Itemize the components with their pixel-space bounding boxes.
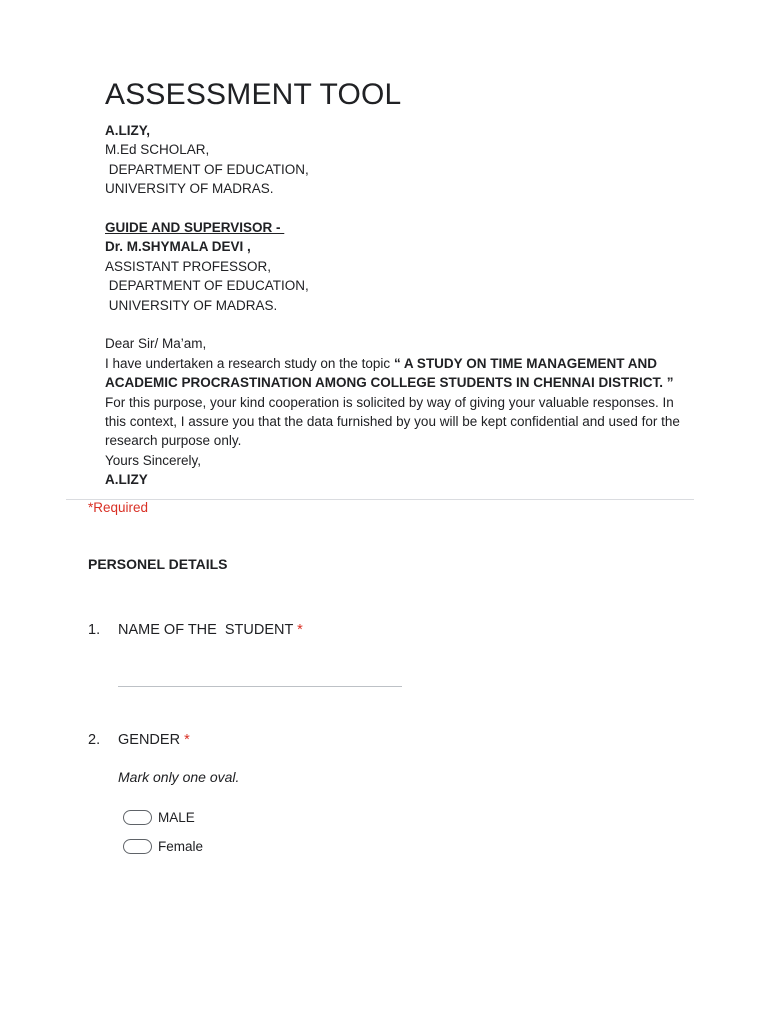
- gender-option-male[interactable]: [123, 808, 195, 826]
- required-note: *Required: [88, 500, 149, 515]
- question-2-label: [118, 732, 190, 748]
- form-title: ASSESSMENT TOOL: [105, 78, 402, 111]
- gender-hint: Mark only one oval.: [118, 769, 240, 785]
- required-mark: *: [184, 732, 190, 748]
- required-mark: *: [297, 622, 303, 638]
- letter-body: For this purpose, your kind cooperation is solicited by way of giving your valuable responses. In this context, I assure you that the data furnished by you will be kept confidential and used for the research purpose only.: [105, 394, 680, 449]
- question-2-number: 2.: [88, 732, 101, 748]
- gender-option-label: MALE: [158, 809, 195, 825]
- gender-option-label: Female: [158, 838, 204, 854]
- question-1-number: 1.: [88, 622, 101, 638]
- letter-intro: I have undertaken a research study on the topic: [105, 355, 394, 371]
- letter-topic: “ A STUDY ON TIME MANAGEMENT AND ACADEMIC PROCRASTINATION AMONG COLLEGE STUDENTS IN CHENNAI DISTRICT. ”: [105, 355, 674, 391]
- student-name-input[interactable]: [118, 686, 402, 687]
- question-2-text: GENDER: [118, 732, 181, 748]
- letter-signature: A.LIZY: [105, 472, 148, 488]
- letter-paragraph: [105, 354, 685, 451]
- letter-salutation: Dear Sir/ Ma’am,: [105, 336, 207, 352]
- radio-oval[interactable]: [123, 839, 152, 854]
- guide-designation: ASSISTANT PROFESSOR,: [105, 258, 272, 274]
- guide-heading: GUIDE AND SUPERVISOR -: [105, 220, 285, 236]
- guide-name: Dr. M.SHYMALA DEVI ,: [105, 239, 251, 255]
- author-designation: M.Ed SCHOLAR,: [105, 142, 210, 158]
- author-university: UNIVERSITY OF MADRAS.: [105, 181, 274, 197]
- header-divider: [66, 499, 694, 500]
- author-name: A.LIZY,: [105, 123, 151, 138]
- radio-oval[interactable]: [123, 810, 152, 825]
- guide-department: DEPARTMENT OF EDUCATION,: [105, 278, 309, 294]
- section-title: PERSONEL DETAILS: [88, 556, 228, 572]
- guide-university: UNIVERSITY OF MADRAS.: [105, 297, 278, 313]
- question-1-label: [118, 622, 303, 638]
- question-1-text: NAME OF THE STUDENT: [118, 622, 294, 638]
- form-description: [105, 121, 685, 490]
- author-department: DEPARTMENT OF EDUCATION,: [105, 161, 309, 177]
- letter-closing: Yours Sincerely,: [105, 452, 202, 468]
- gender-option-female[interactable]: [123, 837, 203, 855]
